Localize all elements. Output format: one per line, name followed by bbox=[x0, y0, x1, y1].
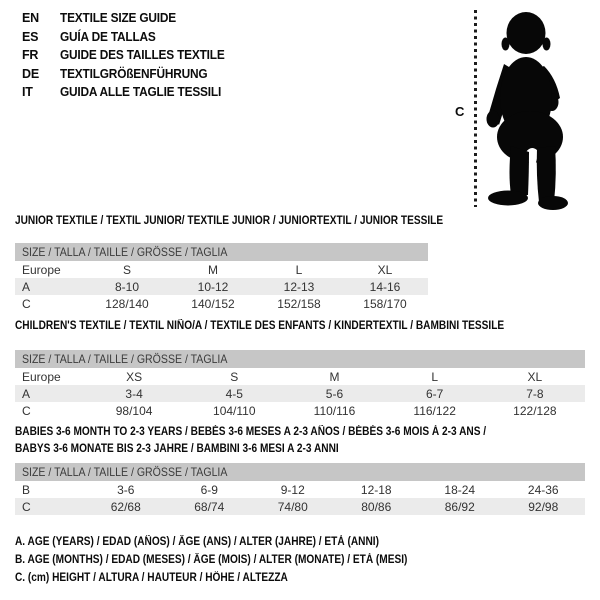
footnote-age-years: A. AGE (YEARS) / EDAD (AÑOS) / ÂGE (ANS) / ALTER (JAHRE) / ETÀ (ANNI) bbox=[15, 536, 379, 548]
row-label: C bbox=[22, 296, 31, 311]
size-cell: 110/116 bbox=[313, 403, 356, 418]
size-cell: 158/170 bbox=[363, 296, 407, 311]
table-row bbox=[15, 481, 585, 498]
size-cell: L bbox=[295, 262, 303, 277]
row-label: A bbox=[15, 278, 84, 295]
size-cell: 12-13 bbox=[256, 278, 342, 295]
lang-label: TEXTILGRÖßENFÜHRUNG bbox=[60, 66, 208, 81]
lang-code: EN bbox=[22, 11, 39, 26]
size-cell: 9-12 bbox=[280, 482, 305, 497]
size-cell: 116/122 bbox=[413, 403, 456, 418]
table-title: CHILDREN'S TEXTILE / TEXTIL NIÑO/A / TEXTILE DES ENFANTS / KINDERTEXTIL / BAMBINI TESSILE bbox=[15, 320, 505, 332]
size-cell: 92/98 bbox=[502, 498, 586, 515]
size-header-bar: SIZE / TALLA / TAILLE / GRÖSSE / TAGLIA bbox=[15, 463, 585, 481]
row-label: C bbox=[15, 498, 84, 515]
size-cell: 98/104 bbox=[115, 403, 153, 418]
table-row bbox=[15, 385, 585, 402]
lang-code: ES bbox=[22, 29, 39, 44]
size-cell: 3-6 bbox=[117, 482, 135, 497]
lang-row-de bbox=[22, 65, 233, 84]
height-measure-dotted-line bbox=[474, 10, 477, 207]
size-cell: 4-5 bbox=[184, 385, 284, 402]
size-cell: L bbox=[431, 369, 438, 384]
table-row bbox=[15, 402, 585, 419]
size-cell: 12-18 bbox=[360, 482, 392, 497]
row-label: Europe bbox=[22, 369, 61, 384]
row-label: A bbox=[15, 385, 84, 402]
lang-label: GUIDE DES TAILLES TEXTILE bbox=[60, 48, 225, 63]
size-cell: 122/128 bbox=[513, 403, 557, 418]
size-cell: M bbox=[329, 369, 340, 384]
row-label: C bbox=[22, 403, 31, 418]
table-row bbox=[15, 278, 428, 295]
height-label: C bbox=[455, 104, 465, 119]
size-cell: 68/74 bbox=[168, 498, 252, 515]
size-cell: 140/152 bbox=[191, 296, 235, 311]
table-row bbox=[15, 368, 585, 385]
lang-row-es bbox=[22, 28, 233, 47]
lang-label: TEXTILE SIZE GUIDE bbox=[60, 11, 177, 26]
size-cell: XL bbox=[377, 262, 393, 277]
size-cell: 6-9 bbox=[200, 482, 218, 497]
size-cell: S bbox=[230, 369, 239, 384]
size-header-bar: SIZE / TALLA / TAILLE / GRÖSSE / TAGLIA bbox=[15, 243, 428, 261]
lang-code: DE bbox=[22, 66, 39, 81]
size-cell: 7-8 bbox=[485, 385, 585, 402]
size-header-bar: SIZE / TALLA / TAILLE / GRÖSSE / TAGLIA bbox=[15, 350, 585, 368]
size-table-children bbox=[15, 318, 585, 419]
lang-code: IT bbox=[22, 85, 33, 100]
size-cell: M bbox=[208, 262, 218, 277]
size-cell: 62/68 bbox=[84, 498, 168, 515]
size-cell: 80/86 bbox=[335, 498, 419, 515]
lang-code: FR bbox=[22, 48, 39, 63]
lang-label: GUIDA ALLE TAGLIE TESSILI bbox=[60, 85, 222, 100]
table-title-line2: BABYS 3-6 MONATE BIS 2-3 JAHRE / BAMBINI 3-6 MESI A 2-3 ANNI bbox=[15, 443, 339, 455]
size-cell: 152/158 bbox=[277, 296, 321, 311]
size-cell: 3-4 bbox=[84, 385, 184, 402]
lang-row-en bbox=[22, 9, 233, 28]
size-cell: 5-6 bbox=[284, 385, 384, 402]
table-title: BABIES 3-6 MONTH TO 2-3 YEARS / BEBÉS 3-6 MESES A 2-3 AÑOS / BÉBÉS 3-6 MOIS À 2-3 ANS / bbox=[15, 426, 487, 438]
legend-footnotes bbox=[15, 536, 461, 590]
size-table-junior bbox=[15, 213, 444, 312]
size-cell: 24-36 bbox=[527, 482, 559, 497]
row-label: Europe bbox=[22, 262, 61, 277]
size-table-babies bbox=[15, 424, 585, 515]
size-cell: 86/92 bbox=[418, 498, 502, 515]
footnote-age-months: B. AGE (MONTHS) / EDAD (MESES) / ÂGE (MOIS) / ALTER (MONATE) / ETÀ (MESI) bbox=[15, 554, 408, 566]
size-cell: 104/110 bbox=[213, 403, 256, 418]
table-title: JUNIOR TEXTILE / TEXTIL JUNIOR/ TEXTILE JUNIOR / JUNIORTEXTIL / JUNIOR TESSILE bbox=[15, 215, 444, 227]
babies-size-table bbox=[15, 481, 585, 515]
row-label: B bbox=[22, 482, 31, 497]
table-row bbox=[15, 498, 585, 515]
junior-size-table bbox=[15, 261, 428, 312]
lang-row-fr bbox=[22, 46, 233, 65]
children-size-table bbox=[15, 368, 585, 419]
size-cell: 6-7 bbox=[385, 385, 485, 402]
size-cell: 14-16 bbox=[342, 278, 428, 295]
table-row bbox=[15, 295, 428, 312]
size-cell: XS bbox=[126, 369, 143, 384]
size-cell: 10-12 bbox=[170, 278, 256, 295]
size-cell: 128/140 bbox=[105, 296, 149, 311]
size-cell: 18-24 bbox=[444, 482, 476, 497]
lang-row-it bbox=[22, 83, 233, 102]
footnote-height-cm: C. (cm) HEIGHT / ALTURA / HAUTEUR / HÖHE / ALTEZZA bbox=[15, 572, 288, 584]
size-cell: S bbox=[122, 262, 131, 277]
table-row bbox=[15, 261, 428, 278]
toddler-silhouette bbox=[484, 6, 580, 212]
lang-label: GUÍA DE TALLAS bbox=[60, 29, 156, 44]
size-cell: XL bbox=[527, 369, 543, 384]
size-cell: 74/80 bbox=[251, 498, 335, 515]
language-title-list bbox=[22, 9, 233, 102]
size-cell: 8-10 bbox=[84, 278, 170, 295]
